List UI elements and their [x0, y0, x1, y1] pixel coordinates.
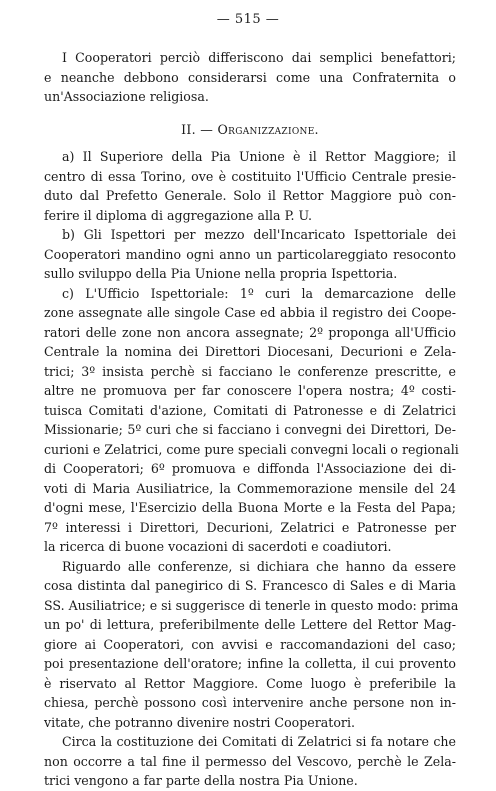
text-line: SS. Ausiliatrice; e si suggerisce di tenerle in questo modo: prima [44, 597, 459, 613]
text-line: cosa distinta dal panegirico di S. Francesco di Sales e di Maria [44, 578, 456, 593]
paragraph-c [44, 284, 459, 557]
text-line: curioni e Zelatrici, come pure speciali convegni locali o regionali [44, 441, 459, 457]
text-line: ferire il diploma di aggregazione alla P. U. [44, 207, 312, 223]
paragraph-conferenze [44, 557, 459, 733]
text-line: vitate, che potranno divenire nostri Cooperatori. [44, 714, 355, 730]
text-line: 7º interessi i Direttori, Decurioni, Zelatrici e Patronesse per [44, 519, 456, 535]
text-line: I Cooperatori perciò differiscono dai semplici benefattori; [62, 50, 456, 65]
section-heading [44, 120, 456, 140]
text-line: duto dal Prefetto Generale. Solo il Rettor Maggiore può con- [44, 188, 456, 203]
paragraph-b [44, 225, 456, 284]
text-line: trici vengono a far parte della nostra Pia Unione. [44, 773, 358, 788]
text-line: è riservato al Rettor Maggiore. Come luogo è preferibile la [44, 675, 456, 691]
text-line: sullo sviluppo della Pia Unione nella propria Ispettoria. [44, 266, 398, 281]
page-number: — 515 — [216, 12, 280, 27]
text-line: la ricerca di buone vocazioni di sacerdoti e coadiutori. [44, 539, 392, 554]
intro-paragraph [44, 48, 456, 107]
text-line: di Cooperatori; 6º promuova e diffonda l'Associazione dei di- [44, 461, 456, 476]
text-line: giore ai Cooperatori, con avvisi e raccomandazioni del caso; [44, 636, 456, 652]
text-line: Missionarie; 5º curi che si facciano i convegni dei Direttori, De- [44, 422, 456, 437]
text-line: Riguardo alle conferenze, si dichiara che hanno da essere [62, 558, 456, 574]
text-line: c) L'Ufficio Ispettoriale: 1º curi la demarcazione delle [62, 285, 456, 301]
text-line: ratori delle zone non ancora assegnate; 2º proponga all'Ufficio [44, 324, 456, 340]
text-line: d'ogni mese, l'Esercizio della Buona Morte e la Festa del Papa; [44, 500, 456, 515]
text-line: voti di Maria Ausiliatrice, la Commemorazione mensile del 24 [44, 480, 456, 496]
text-line: poi presentazione dell'oratore; infine la colletta, il cui provento [44, 656, 456, 671]
text-line: centro di essa Torino, ove è costituito l'Ufficio Centrale presie- [44, 168, 456, 184]
text-line: a) Il Superiore della Pia Unione è il Rettor Maggiore; il [62, 149, 456, 164]
text-line: un'Associazione religiosa. [44, 89, 209, 104]
text-line: Circa la costituzione dei Comitati di Zelatrici si fa notare che [62, 734, 456, 749]
text-line: b) Gli Ispettori per mezzo dell'Incaricato Ispettoriale dei [62, 227, 456, 242]
page-body [44, 48, 459, 791]
text-line: e neanche debbono considerarsi come una Confraternita o [44, 69, 456, 85]
text-line: trici; 3º insista perchè si facciano le conferenze prescritte, e [44, 363, 456, 379]
text-line: Cooperatori mandino ogni anno un particolareggiato resoconto [44, 246, 456, 262]
text-line: un po' di lettura, preferibilmente delle Lettere del Rettor Mag- [44, 617, 456, 632]
paragraph-comitati [44, 732, 456, 791]
text-line: altre ne promuova per far conoscere l'opera nostra; 4º costi- [44, 383, 456, 398]
text-line: non occorre a tal fine il permesso del Vescovo, perchè le Zela- [44, 753, 456, 769]
paragraph-a [44, 147, 456, 225]
section-numeral: II. — [181, 121, 214, 137]
text-line: Centrale la nomina dei Direttori Diocesani, Decurioni e Zela- [44, 344, 456, 359]
section-title: Organizzazione. [217, 121, 319, 137]
text-line: zone assegnate alle singole Case ed abbia il registro dei Coope- [44, 305, 456, 320]
text-line: tuisca Comitati d'azione, Comitati di Patronesse e di Zelatrici [44, 402, 456, 418]
text-line: chiesa, perchè possono così intervenire anche persone non in- [44, 695, 456, 710]
